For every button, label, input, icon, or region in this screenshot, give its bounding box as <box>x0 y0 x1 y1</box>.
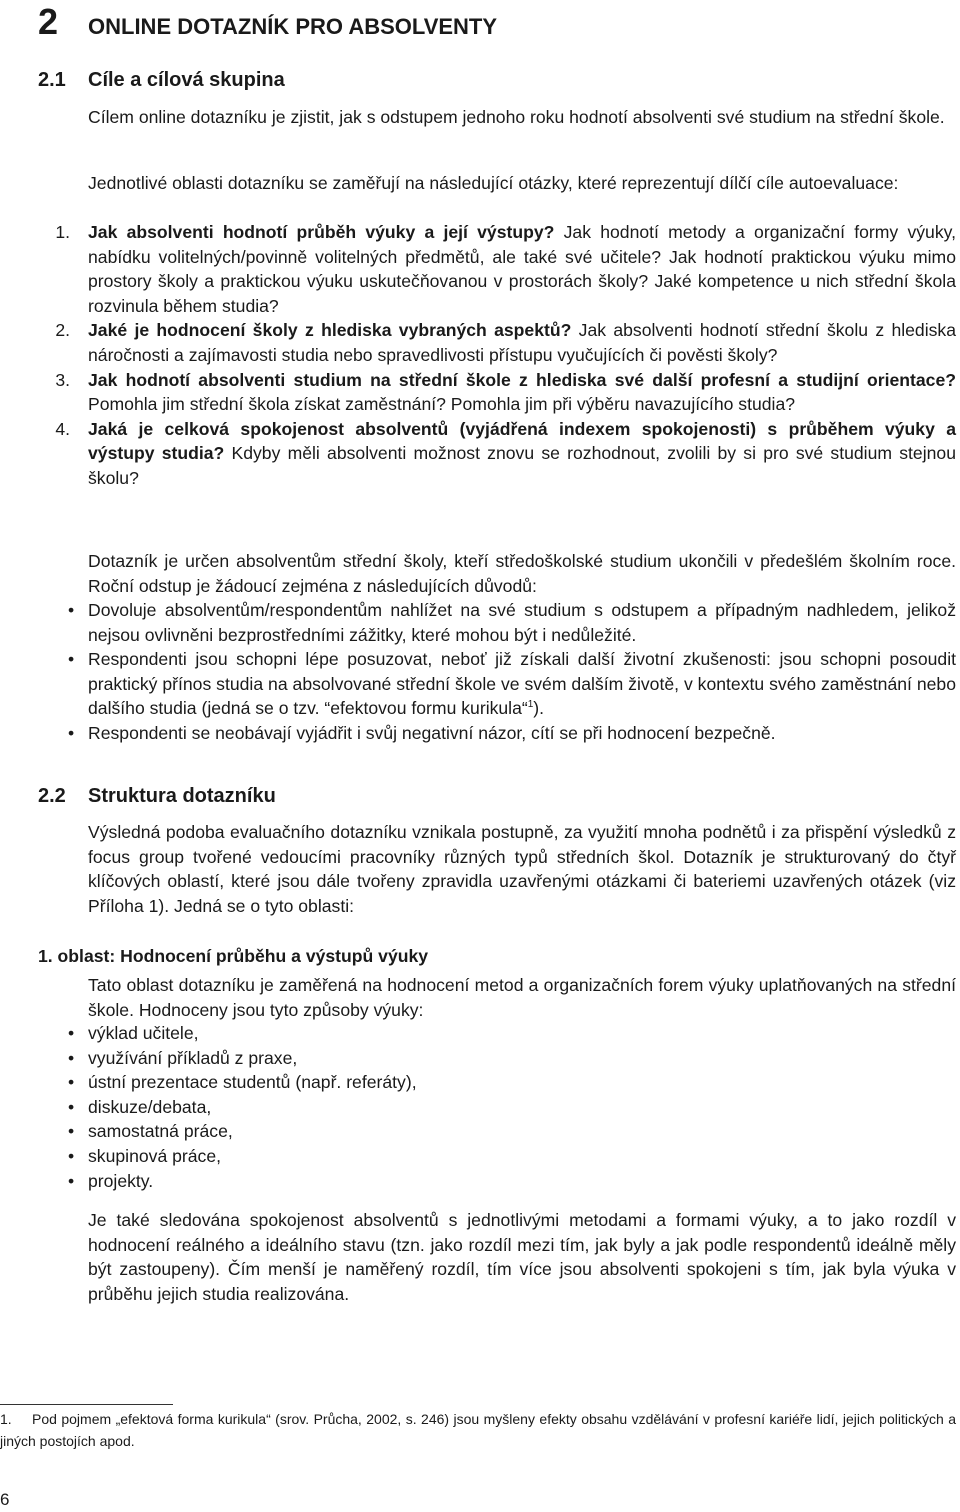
section-title: Struktura dotazníku <box>88 785 276 807</box>
item-question: Jak absolventi hodnotí průběh výuky a její výstupy? <box>88 222 555 242</box>
chapter-number: 2 <box>38 1 59 42</box>
bullet-text: Respondenti jsou schopni lépe posuzovat, neboť již získali další životní zkušenosti: jsou schopni posoudit praktický přínos studia na absolvované střední škole ve svém dalším životě, v kontextu svého zaměstnání nebo dalšího studia (jedná se o tzv. “efektovou formu kurikula“ <box>88 649 956 719</box>
bullet-icon: • <box>68 1096 75 1117</box>
page-number: 6 <box>0 1490 10 1509</box>
bullet-text: využívání příkladů z praxe, <box>88 1047 298 1068</box>
item-text: Jak hodnotí metody a organizační formy výuky, nabídku volitelných/povinně volitelných předmětů, ale také své učitele? Jak hodnotí praktickou výuku mimo prostory školy a praktickou výuku uskutečňovanou v prostorách školy? Jaké kompetence u nich střední škola rozvinula během studia? <box>88 222 956 316</box>
bullet-text: skupinová práce, <box>88 1145 222 1166</box>
bullet-icon: • <box>68 1072 75 1093</box>
section-number: 2.1 <box>38 69 66 91</box>
bullet-icon: • <box>68 1121 75 1142</box>
bullet-item <box>38 1144 956 1169</box>
bullet-text: Dovoluje absolventům/respondentům nahlížet na své studium s odstupem a případným nadhledem, jelikož nejsou ovlivněni bezprostředními zážitky, které mohou být i nedůležité. <box>88 600 956 645</box>
section-heading-2-2 <box>38 783 276 809</box>
bullet-item <box>38 721 956 746</box>
bullet-text: Respondenti se neobávají vyjádřit i svůj negativní názor, cítí se při hodnocení bezpečně. <box>88 722 776 743</box>
bullet-icon: • <box>68 722 75 743</box>
bullet-icon: • <box>68 1047 75 1068</box>
bullet-item <box>38 1070 956 1095</box>
paragraph: Je také sledována spokojenost absolventů s jednotlivými metodami a formami výuky, a to jako rozdíl v hodnocení reálného a ideálního stavu (tzn. jako rozdíl mezi tím, jak byly a jak podle respondentů ideálně měly být zastoupeny). Čím menší je naměřený rozdíl, tím více jsou absolventi spokojeni s tím, jak byla výuka v průběhu jejich studia realizována. <box>88 1210 956 1304</box>
section-heading-2-1 <box>38 67 285 93</box>
footnote <box>0 1408 956 1452</box>
bullet-icon: • <box>68 1023 75 1043</box>
bullet-item <box>38 1021 956 1046</box>
item-question: Jaké je hodnocení školy z hlediska vybraných aspektů? <box>88 320 572 341</box>
bullet-text: výklad učitele, <box>88 1023 199 1043</box>
item-number: 4. <box>55 418 70 439</box>
item-text: Pomohla jim střední škola získat zaměstnání? Pomohla jim při výběru navazujícího studia? <box>88 394 796 415</box>
bullet-item <box>38 598 956 647</box>
bullet-item <box>38 1046 956 1071</box>
list-item <box>38 368 956 417</box>
item-text: Kdyby měli absolventi možnost znovu se rozhodnout, zvolili by si pro své studium stejnou školu? <box>88 443 956 488</box>
paragraph: Výsledná podoba evaluačního dotazníku vznikala postupně, za využití mnoha podnětů i za přispění výsledků z focus group tvořené vedoucími pracovníky různých typů středních škol. Dotazník je strukturovaný do čtyř klíčových oblastí, které jsou dále tvořeny zpravidla uzavřenými otázkami či bateriemi uzavřených otázek (viz Příloha 1). Jedná se o tyto oblasti: <box>88 822 956 916</box>
bullet-text-end: ). <box>533 698 545 719</box>
paragraph: Dotazník je určen absolventům střední školy, kteří středoškolské studium ukončili v předešlém školním roce. Roční odstup je žádoucí zejména z následujících důvodů: <box>88 551 956 596</box>
bullet-text: ústní prezentace studentů (např. referáty), <box>88 1072 417 1093</box>
bullet-icon: • <box>68 1170 75 1191</box>
bullet-item <box>38 1119 956 1144</box>
item-question: Jaká je celková spokojenost absolventů (vyjádřená indexem spokojenosti) s průběhem výuky a výstupy studia? <box>88 418 956 464</box>
item-number: 1. <box>55 222 70 242</box>
paragraph: Jednotlivé oblasti dotazníku se zaměřují na následující otázky, které reprezentují dílčí cíle autoevaluace: <box>88 173 899 193</box>
footnote-text: Pod pojmem „efektová forma kurikula“ (srov. Průcha, 2002, s. 246) jsou myšleny efekty obsahu vzdělávání v profesní kariéře lidí, jejich politických a jiných postojích apod. <box>0 1411 956 1449</box>
bullet-text: projekty. <box>88 1170 154 1191</box>
bullet-icon: • <box>68 649 75 670</box>
bullet-item <box>38 647 956 721</box>
item-number: 2. <box>55 320 70 341</box>
area-heading: 1. oblast: Hodnocení průběhu a výstupů výuky <box>38 946 429 966</box>
list-item <box>38 220 956 318</box>
item-number: 3. <box>55 369 70 390</box>
list-item <box>38 318 956 367</box>
bullet-icon: • <box>68 600 75 620</box>
paragraph: Cílem online dotazníku je zjistit, jak s odstupem jednoho roku hodnotí absolventi své studium na střední škole. <box>88 107 945 127</box>
section-title: Cíle a cílová skupina <box>88 69 285 91</box>
bullet-text: samostatná práce, <box>88 1121 233 1142</box>
footnote-ref: 1 <box>527 699 534 711</box>
methods-list <box>38 1021 956 1193</box>
reasons-list <box>38 598 956 746</box>
list-item <box>38 417 956 491</box>
chapter-title: ONLINE DOTAZNÍK PRO ABSOLVENTY <box>88 14 498 39</box>
bullet-text: diskuze/debata, <box>88 1096 212 1117</box>
footnote-divider <box>0 1404 173 1405</box>
bullet-item <box>38 1095 956 1120</box>
footnote-number: 1. <box>0 1411 12 1427</box>
bullet-icon: • <box>68 1145 75 1166</box>
item-text: Jak absolventi hodnotí střední školu z hlediska náročnosti a zajímavosti studia nebo spravedlivosti přístupu vyučujících či pověsti školy? <box>88 320 956 365</box>
item-question: Jak hodnotí absolventi studium na střední škole z hlediska své další profesní a studijní orientace? <box>88 369 956 390</box>
objectives-list <box>38 220 956 491</box>
chapter-heading <box>38 2 497 47</box>
bullet-item <box>38 1169 956 1194</box>
section-number: 2.2 <box>38 785 66 807</box>
paragraph: Tato oblast dotazníku je zaměřená na hodnocení metod a organizačních forem výuky uplatňovaných na střední škole. Hodnoceny jsou tyto způsoby výuky: <box>88 975 956 1020</box>
